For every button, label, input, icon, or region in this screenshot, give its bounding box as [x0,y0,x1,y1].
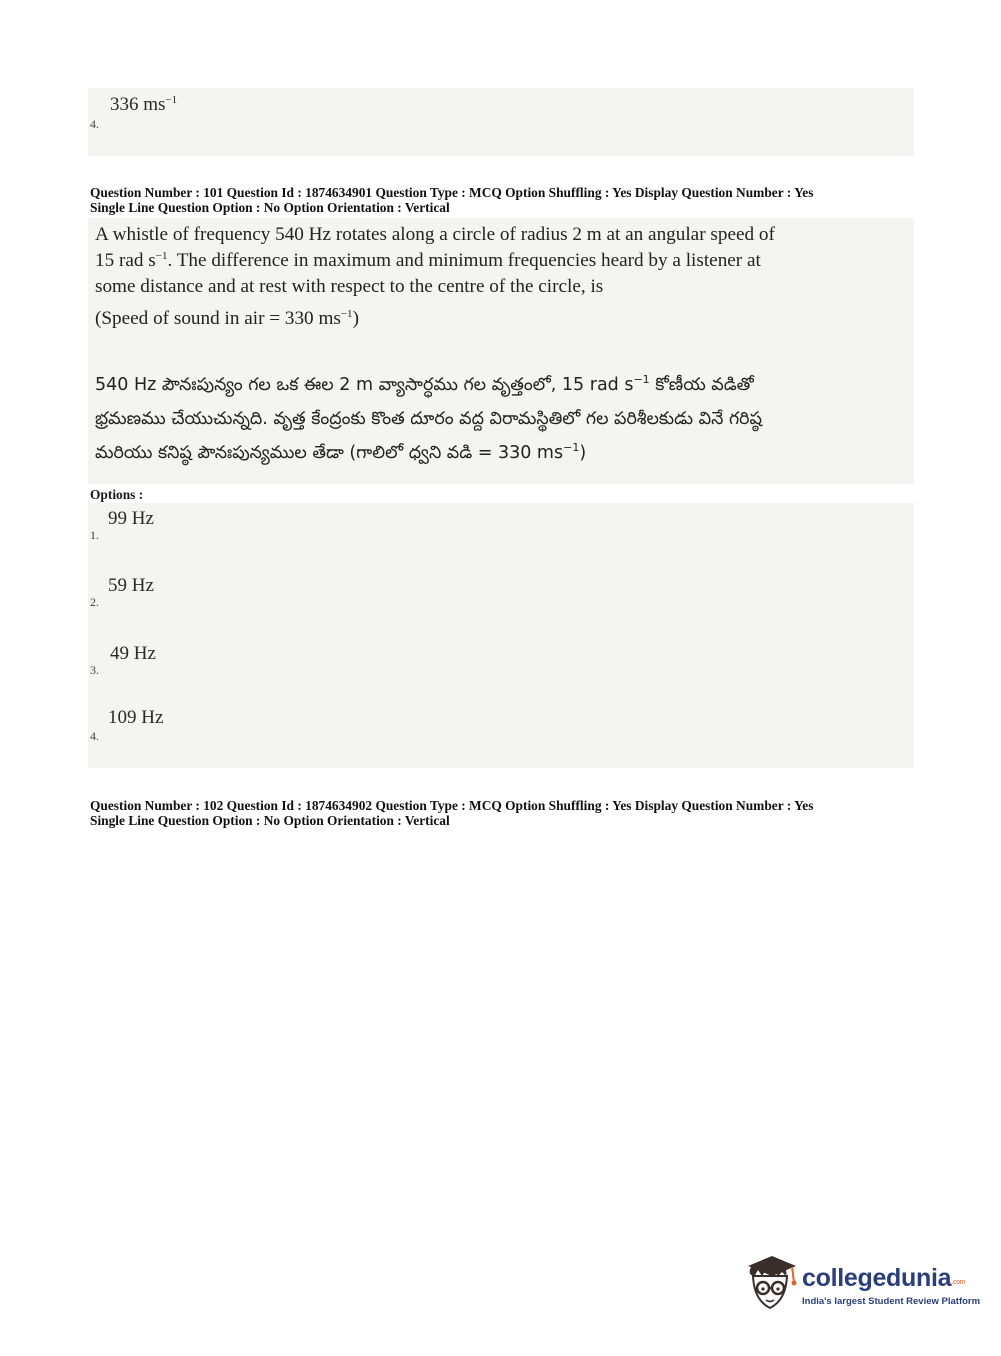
option-4-number: 4. [90,729,99,743]
logo-wordmark: collegedunia.com [802,1264,966,1292]
question-101-english [95,222,895,332]
question-101-telugu [95,368,895,470]
option-2-value: 59 Hz [108,575,154,596]
logo-tagline: India's largest Student Review Platform [802,1296,981,1307]
options-image [88,503,914,768]
question-101-en-line3: some distance and at rest with respect to the centre of the circle, is [95,276,604,297]
option-4-value: 109 Hz [108,707,164,728]
option-3-value: 49 Hz [110,643,156,664]
options-label: Options : [90,487,144,502]
question-101-en-line4: (Speed of sound in air = 330 $ms^{-1}$) [95,308,359,329]
question-101-en-line1: A whistle of frequency 540 Hz rotates along a circle of radius 2 m at an angular speed of [95,224,775,245]
question-101-te-line3: మరియు కనిష్ఠ పౌనఃపున్యముల తేడా (గాలిలో ధ్వని వడి = 330 $ms^{-1}$) [95,441,587,463]
question-101-meta: Question Number : 101 Question Id : 1874634901 Question Type : MCQ Option Shuffling : Yes Display Question Number : Yes Single Line Question Option : No Option Orientation : Vertical [90,185,814,215]
collegedunia-logo [742,1250,981,1320]
mascot-icon [742,1252,798,1314]
question-102-meta: Question Number : 102 Question Id : 1874634902 Question Type : MCQ Option Shuffling : Yes Display Question Number : Yes Single Line Question Option : No Option Orientation : Vertical [90,798,814,828]
prev-option-value: 336 $ms^{-1}$ [110,94,178,115]
prev-option-image [88,88,914,156]
question-101-te-line1: 540 Hz పౌనఃపున్యం గల ఒక ఈల 2 m వ్యాసార్ధము గల వృత్తంలో, 15 rad $s^{-1}$ కోణీయ వడితో [95,373,754,395]
question-101-te-line2: భ్రమణము చేయుచున్నది. వృత్త కేంద్రంకు కొంత దూరం వద్ద విరామస్థితిలో గల పరిశీలకుడు వినే గరిష్ఠ [95,409,763,429]
option-1-value: 99 Hz [108,508,154,529]
option-1-number: 1. [90,528,99,542]
prev-option-number: 4. [90,117,99,131]
question-101-en-line2: 15 rad $s^{-1}$. The difference in maximum and minimum frequencies heard by a listener at [95,250,761,271]
option-2-number: 2. [90,595,99,609]
option-3-number: 3. [90,663,99,677]
